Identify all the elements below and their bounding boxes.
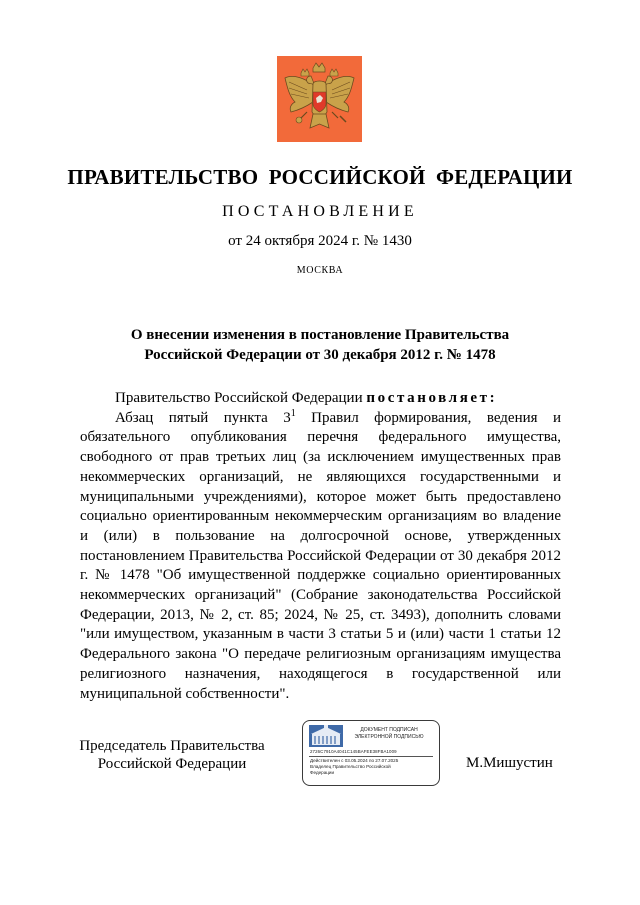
decree-paragraph — [80, 409, 561, 705]
coat-of-arms-emblem — [277, 56, 362, 142]
subject-line-2: Российской Федерации от 30 декабря 2012 г. № 1478 — [144, 347, 496, 363]
document-type: ПОСТАНОВЛЕНИЕ — [222, 203, 418, 220]
paragraph-text: Правил формирования, ведения и обязательного опубликования перечня федерального имущества, свободного от прав третьих лиц (за исключением имущественных прав некоммерческих организаций, не являющихся государственными и муниципальными учреждениями), которое может быть предоставлено социально ориентированным некоммерческим организациям во владение и (или) в пользование на долгосрочной основе, утвержденных постановлением Правительства Российской Федерации от 30 декабря 2012 г. № 1478 "Об имущественной поддержке социально ориентированных некоммерческих организаций" (Собрание законодательства Российской Федерации, 2013, № 2, ст. 85; 2024, № 25, ст. 3493), дополнить словами "или имуществом, указанным в части 3 статьи 5 и (или) части 1 статьи 12 Федерального закона "О передаче религиозным организациям имущества религиозного назначения, находящегося в государственной или муниципальной собственности". — [80, 409, 561, 702]
paragraph-superscript: 1 — [290, 407, 296, 419]
signer-name: М.Мишустин — [466, 755, 553, 771]
paragraph-lead: Абзац пятый пункта 3 — [115, 409, 291, 426]
stamp-info — [310, 758, 398, 776]
certificate-serial: 2726C7910A4041C145BAFEE38FBA1009 — [310, 749, 397, 754]
stamp-title-line-2: ЭЛЕКТРОННОЙ ПОДПИСЬЮ — [354, 733, 424, 740]
stamp-divider — [309, 756, 433, 757]
subject-line-1: О внесении изменения в постановление Правительства — [130, 327, 510, 343]
signer-position — [72, 738, 272, 773]
electronic-signature-stamp — [302, 720, 440, 786]
position-line-2: Российской Федерации — [97, 755, 247, 772]
position-line-1: Председатель Правительства — [79, 738, 265, 754]
government-title: ПРАВИТЕЛЬСТВО РОССИЙСКОЙ ФЕДЕРАЦИИ — [67, 165, 573, 189]
government-building-icon — [309, 725, 343, 747]
document-date-number: от 24 октября 2024 г. № 1430 — [228, 233, 412, 249]
preamble-text: Правительство Российской Федерации — [115, 390, 367, 406]
document-body — [80, 389, 561, 704]
preamble — [80, 389, 561, 409]
certificate-owner-line-1: Владелец Правительство Российской — [310, 764, 391, 769]
stamp-title — [341, 727, 437, 740]
certificate-owner-line-2: Федерации — [310, 770, 335, 775]
document-city: МОСКВА — [296, 265, 344, 276]
document-subject — [80, 325, 560, 365]
certificate-validity: Действителен с 03.05.2024 по 27.07.2025 — [310, 758, 399, 763]
decree-word: постановляет: — [366, 390, 498, 406]
stamp-title-line-1: ДОКУМЕНТ ПОДПИСАН — [360, 727, 418, 733]
